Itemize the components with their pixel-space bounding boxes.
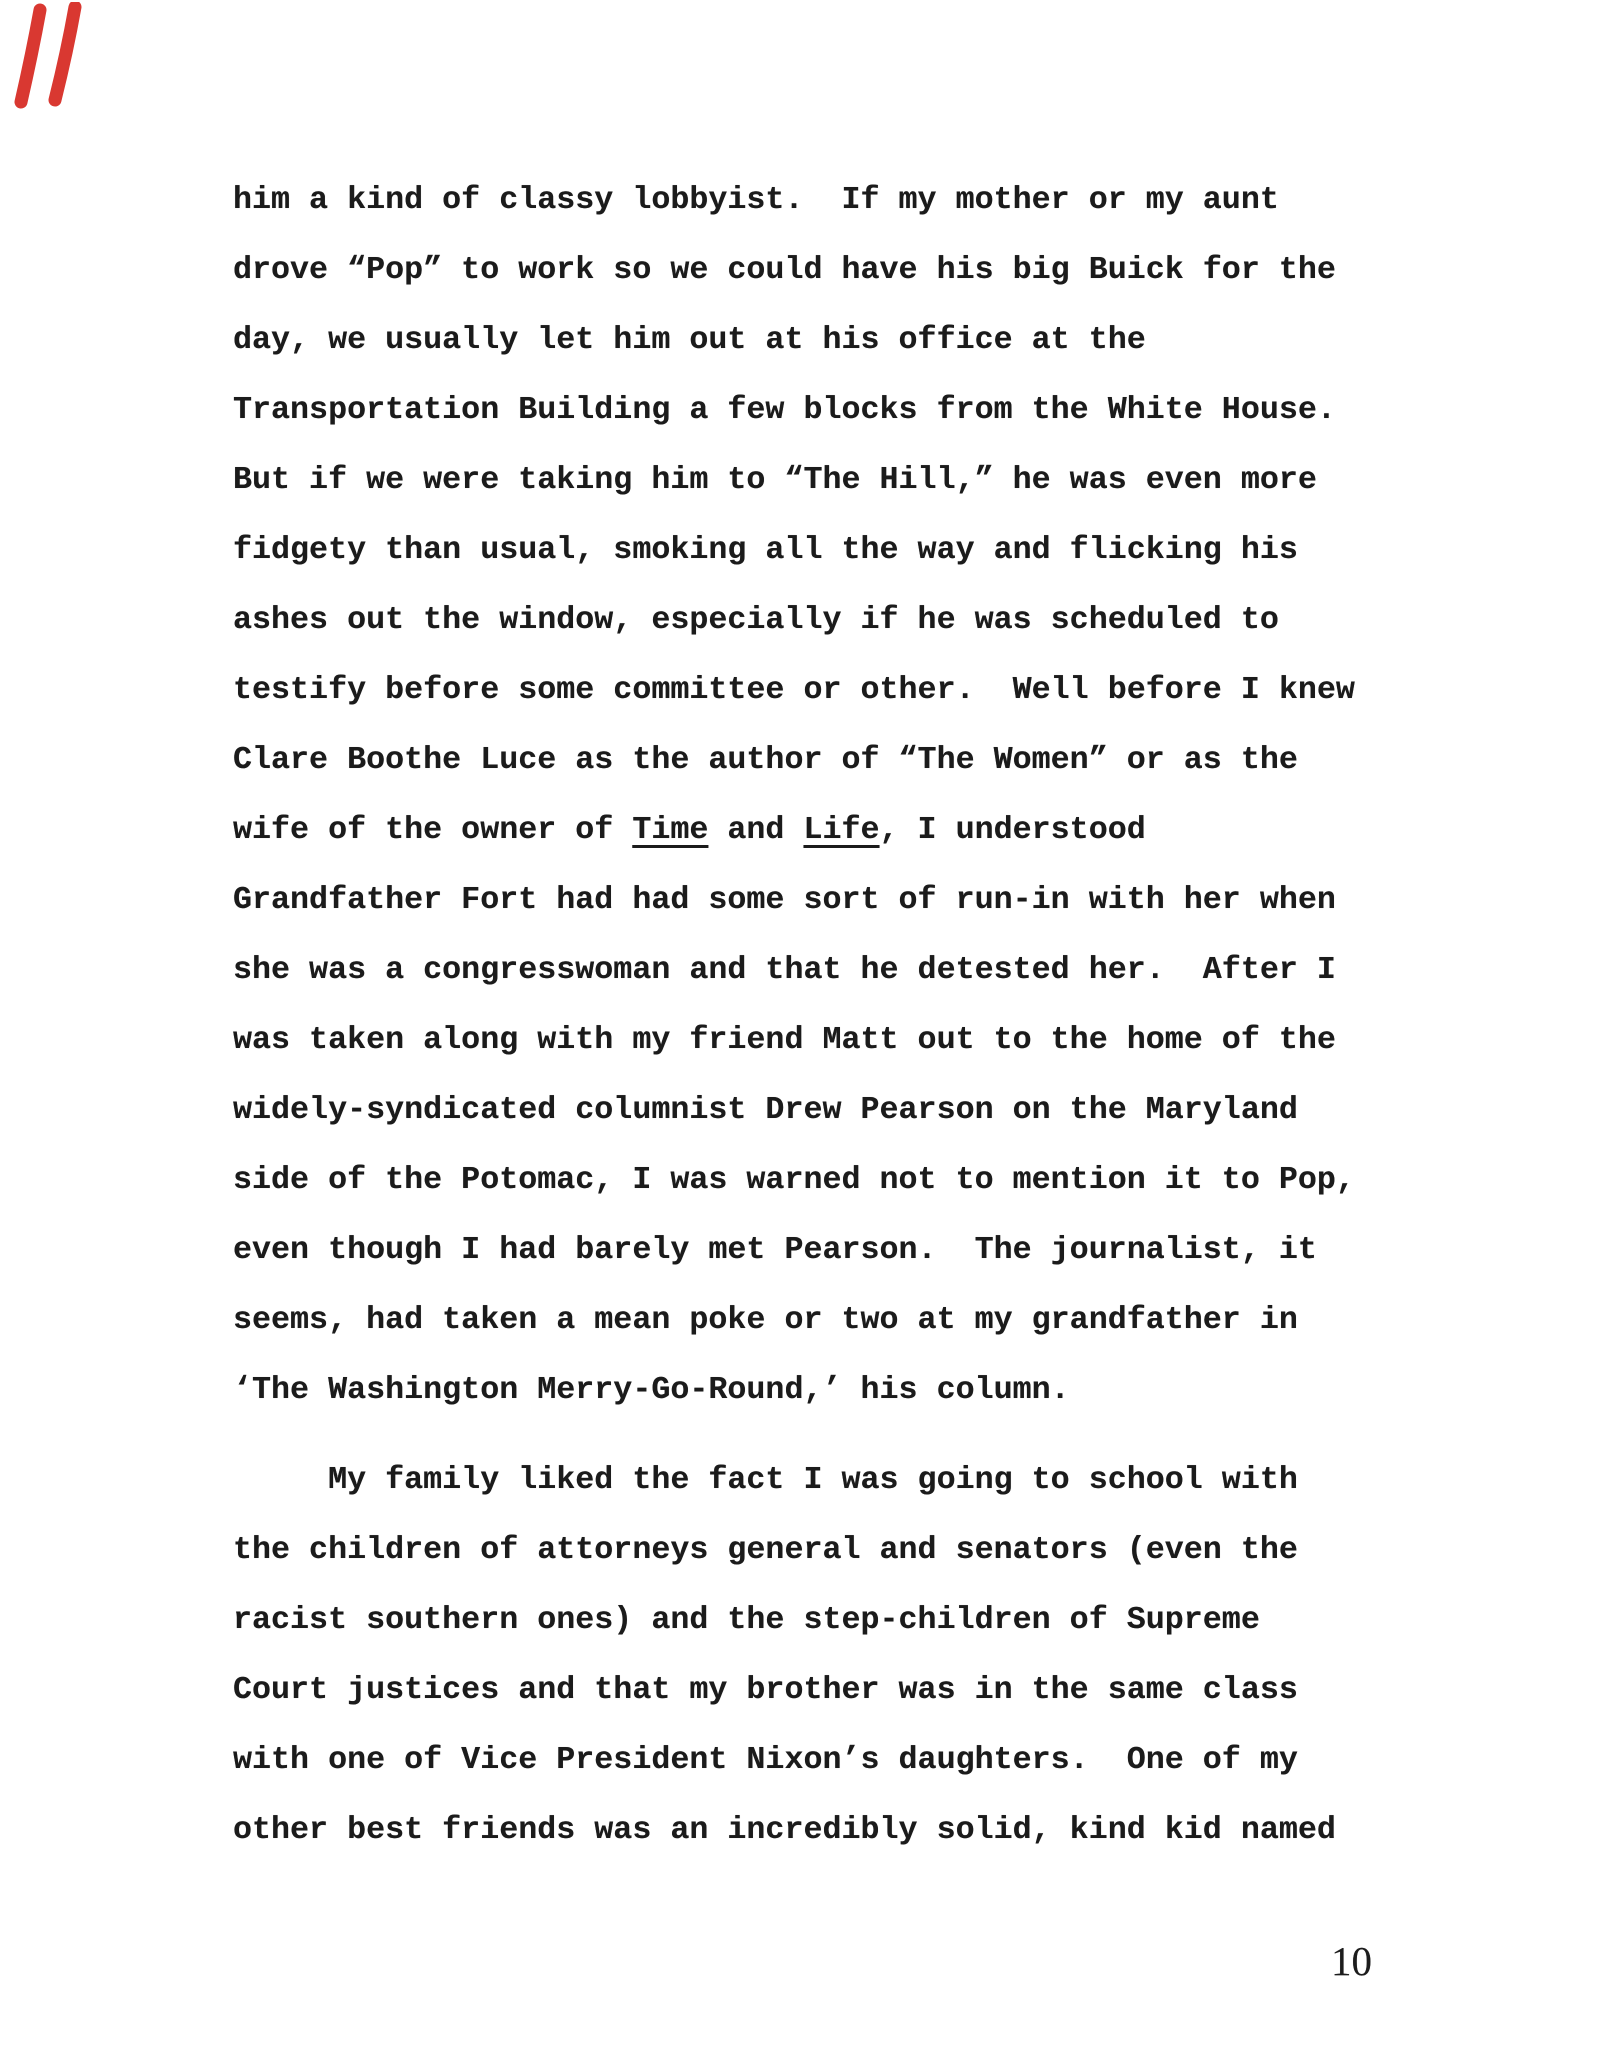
text-line xyxy=(233,445,1355,515)
text-line xyxy=(233,1075,1355,1145)
text-line xyxy=(233,1515,1355,1585)
text-segment: ‘The Washington Merry-Go-Round,’ his column. xyxy=(233,1372,1070,1408)
text-segment: was taken along with my friend Matt out to the home of the xyxy=(233,1022,1336,1058)
text-line xyxy=(233,1585,1355,1655)
text-line xyxy=(233,1005,1355,1075)
text-line xyxy=(233,1795,1355,1865)
text-line xyxy=(233,1285,1355,1355)
red-pen-marks xyxy=(8,2,92,124)
text-line xyxy=(233,1655,1355,1725)
text-line xyxy=(233,1445,1355,1515)
text-segment: ashes out the window, especially if he was scheduled to xyxy=(233,602,1279,638)
text-line xyxy=(233,1355,1355,1425)
text-line xyxy=(233,725,1355,795)
text-segment: Grandfather Fort had had some sort of run-in with her when xyxy=(233,882,1336,918)
underlined-text: Life xyxy=(803,812,880,848)
underlined-text: Time xyxy=(632,812,709,848)
text-segment: and xyxy=(708,812,804,848)
text-line xyxy=(233,1145,1355,1215)
text-segment: widely-syndicated columnist Drew Pearson on the Maryland xyxy=(233,1092,1298,1128)
text-line xyxy=(233,1725,1355,1795)
text-segment: him a kind of classy lobbyist. If my mother or my aunt xyxy=(233,182,1279,218)
red-pen-stroke xyxy=(55,7,75,100)
text-line xyxy=(233,375,1355,445)
text-line xyxy=(233,515,1355,585)
text-segment: even though I had barely met Pearson. The journalist, it xyxy=(233,1232,1317,1268)
text-line xyxy=(233,165,1355,235)
text-line xyxy=(233,655,1355,725)
text-line xyxy=(233,305,1355,375)
red-pen-stroke xyxy=(21,10,40,102)
body-text xyxy=(233,165,1355,1865)
paragraph xyxy=(233,165,1355,1425)
text-line xyxy=(233,1215,1355,1285)
text-segment: she was a congresswoman and that he detested her. After I xyxy=(233,952,1336,988)
text-line xyxy=(233,935,1355,1005)
text-line xyxy=(233,585,1355,655)
text-line xyxy=(233,795,1355,865)
text-segment: Transportation Building a few blocks from the White House. xyxy=(233,392,1336,428)
text-segment: testify before some committee or other. Well before I knew xyxy=(233,672,1355,708)
page-number: 10 xyxy=(1331,1938,1372,1984)
text-segment: other best friends was an incredibly solid, kind kid named xyxy=(233,1812,1336,1848)
text-segment: fidgety than usual, smoking all the way and flicking his xyxy=(233,532,1298,568)
text-segment: day, we usually let him out at his office at the xyxy=(233,322,1146,358)
text-segment: , I understood xyxy=(879,812,1146,848)
text-segment: side of the Potomac, I was warned not to mention it to Pop, xyxy=(233,1162,1355,1198)
text-segment: racist southern ones) and the step-children of Supreme xyxy=(233,1602,1260,1638)
text-segment: But if we were taking him to “The Hill,” he was even more xyxy=(233,462,1317,498)
text-segment: My family liked the fact I was going to school with xyxy=(233,1462,1298,1498)
text-segment: drove “Pop” to work so we could have his big Buick for the xyxy=(233,252,1336,288)
text-segment: Clare Boothe Luce as the author of “The Women” or as the xyxy=(233,742,1298,778)
text-segment: the children of attorneys general and senators (even the xyxy=(233,1532,1298,1568)
paragraph xyxy=(233,1445,1355,1865)
text-segment: with one of Vice President Nixon’s daughters. One of my xyxy=(233,1742,1298,1778)
text-line xyxy=(233,235,1355,305)
text-segment: Court justices and that my brother was in the same class xyxy=(233,1672,1298,1708)
text-segment: wife of the owner of xyxy=(233,812,633,848)
text-segment: seems, had taken a mean poke or two at my grandfather in xyxy=(233,1302,1298,1338)
text-line xyxy=(233,865,1355,935)
